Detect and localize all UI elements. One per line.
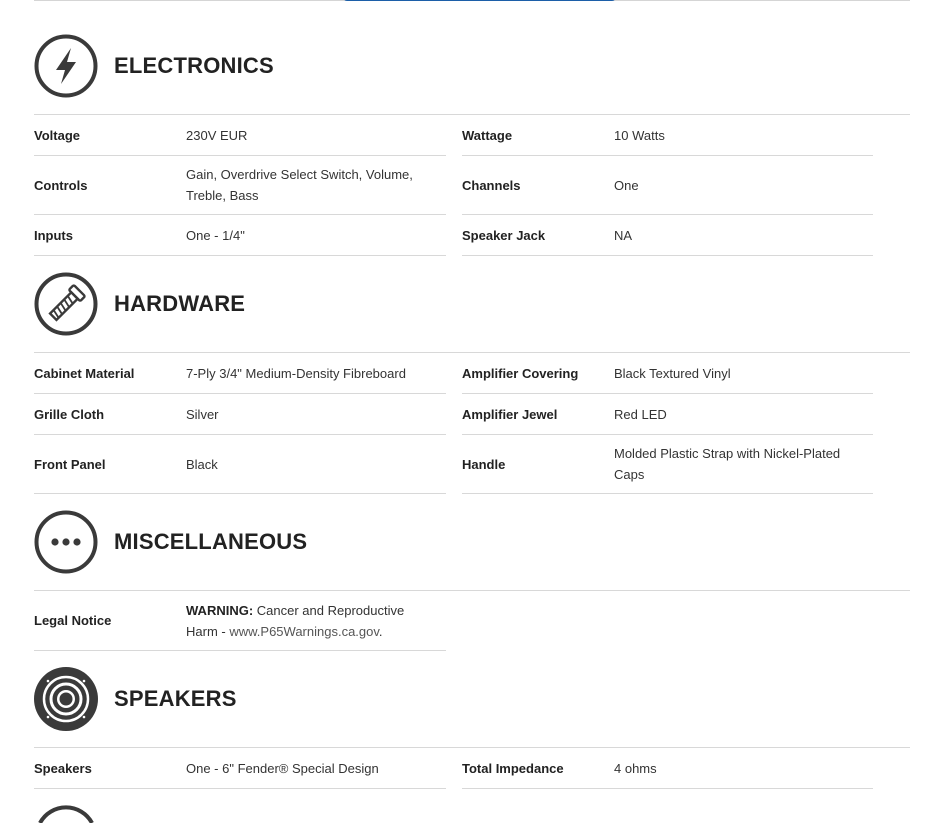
section-header-speakers — [34, 667, 910, 731]
warning-label: WARNING: — [186, 602, 254, 618]
spec-row-wattage — [462, 115, 873, 156]
active-tab-indicator[interactable] — [343, 0, 616, 1]
speaker-icon — [34, 667, 98, 731]
spec-label: Handle — [462, 456, 506, 472]
spec-value: Silver — [186, 406, 219, 422]
spec-label: Channels — [462, 177, 521, 193]
next-section-icon-partial — [34, 803, 98, 823]
spec-value: One — [614, 177, 639, 193]
spec-value: One - 1/4" — [186, 227, 245, 243]
spec-row-total-impedance — [462, 748, 873, 789]
section-header-miscellaneous — [34, 510, 910, 574]
section-title: HARDWARE — [114, 291, 246, 316]
spec-row-amplifier-covering — [462, 353, 873, 394]
section-header-electronics — [34, 34, 910, 98]
section-header-hardware — [34, 272, 910, 336]
screw-icon — [34, 272, 98, 336]
spec-row-grille-cloth — [34, 394, 446, 435]
spec-value: 230V EUR — [186, 127, 248, 143]
spec-value: Black Textured Vinyl — [614, 365, 731, 381]
spec-value: Gain, Overdrive Select Switch, Volume, Treble, Bass — [186, 167, 413, 203]
spec-value: 4 ohms — [614, 760, 657, 776]
section-title: ELECTRONICS — [114, 53, 274, 78]
spec-row-legal-notice — [34, 591, 446, 651]
warning-end: . — [378, 623, 383, 639]
spec-label: Inputs — [34, 227, 73, 243]
spec-label: Front Panel — [34, 456, 106, 472]
section-title: SPEAKERS — [114, 686, 237, 711]
spec-row-speaker-jack — [462, 215, 873, 256]
spec-label: Wattage — [462, 127, 513, 143]
spec-row-amplifier-jewel — [462, 394, 873, 435]
spec-label: Legal Notice — [34, 613, 112, 628]
warning-text: Cancer and Reproductive Harm - — [186, 602, 405, 639]
spec-value: One - 6" Fender® Special Design — [186, 760, 379, 776]
spec-row-front-panel — [34, 435, 446, 494]
spec-row-channels — [462, 156, 873, 215]
ellipsis-icon — [34, 510, 98, 574]
spec-label: Amplifier Covering — [462, 365, 579, 381]
spec-label: Controls — [34, 177, 88, 193]
spec-label: Voltage — [34, 127, 80, 143]
spec-label: Speakers — [34, 760, 92, 776]
spec-label: Grille Cloth — [34, 406, 105, 422]
spec-row-cabinet-material — [34, 353, 446, 394]
spec-label: Speaker Jack — [462, 227, 546, 243]
spec-value: Molded Plastic Strap with Nickel-Plated Caps — [614, 446, 841, 482]
spec-row-handle — [462, 435, 873, 494]
spec-value: Red LED — [614, 406, 667, 422]
spec-value: 10 Watts — [614, 127, 665, 143]
spec-value: Black — [186, 456, 218, 472]
spec-row-controls — [34, 156, 446, 215]
spec-value: 7-Ply 3/4" Medium-Density Fibreboard — [186, 365, 406, 381]
spec-row-speakers — [34, 748, 446, 789]
legal-notice-text — [186, 600, 446, 642]
spec-value: NA — [614, 227, 633, 243]
spec-label: Amplifier Jewel — [462, 406, 558, 422]
section-title: MISCELLANEOUS — [114, 529, 308, 554]
lightning-bolt-icon — [34, 34, 98, 98]
p65-warnings-link[interactable]: www.P65Warnings.ca.gov — [229, 623, 379, 639]
spec-label: Cabinet Material — [34, 365, 135, 381]
spec-row-inputs — [34, 215, 446, 256]
spec-label: Total Impedance — [462, 760, 564, 776]
spec-row-voltage — [34, 115, 446, 156]
